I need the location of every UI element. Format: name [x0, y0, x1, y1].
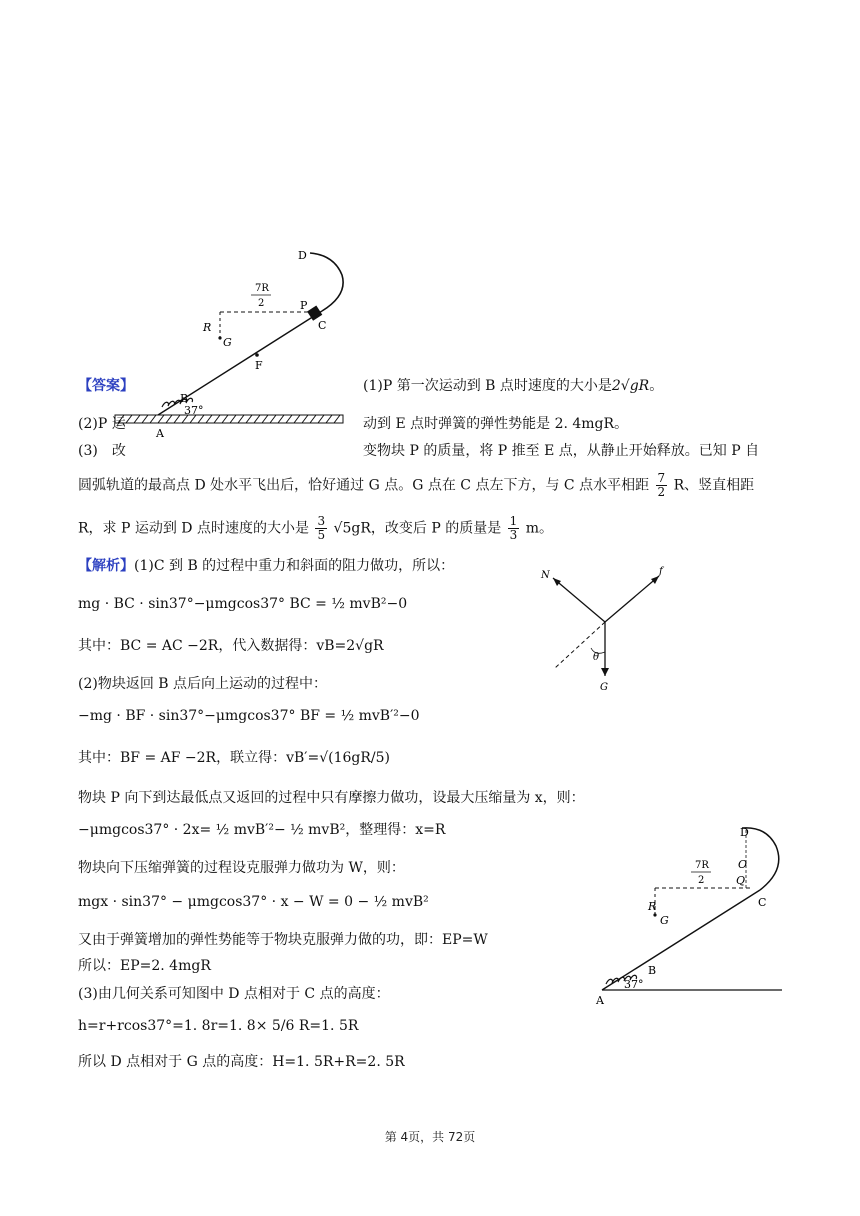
label-dist-num-2: 7R [695, 860, 709, 871]
answer-part3-line2: 圆弧轨道的最高点 D 处水平飞出后，恰好通过 G 点。G 点在 C 点左下方，与 C 点水平相距 $\frac{7}{2}$ R、竖直相距 [78, 471, 755, 499]
label-angle: 37° [184, 404, 204, 417]
label-f-force: f [659, 566, 663, 577]
analysis-line-9: 物块向下压缩弹簧的过程设克服弹力做功为 W，则： [78, 860, 405, 876]
analysis-line-6: 其中：BF = AF −2R，联立得：vB′=√(16gR/5) [78, 750, 390, 766]
figure-geometry [590, 820, 790, 1010]
circular-arc [310, 253, 343, 311]
force-n-arrow [553, 578, 605, 622]
label-c: C [318, 319, 327, 332]
answer-part3-line3: R，求 P 运动到 D 点时速度的大小是 $\frac{3}{5}$ √5gR，改变后 P 的质量是 $\frac{1}{3}$ m。 [78, 514, 554, 542]
answer-part2-right: 动到 E 点时弹簧的弹性势能是 2. 4mgR。 [363, 416, 629, 432]
answer-part2-left: (2)P 运 [78, 416, 126, 432]
label-r: R [203, 321, 212, 334]
analysis-line-10: mgx · sin37° − μmgcos37° · x − W = 0 − ½ mvB² [78, 894, 429, 910]
label-a-2: A [596, 994, 604, 1007]
label-g-force: G [600, 682, 608, 693]
analysis-line-4: (2)物块返回 B 点后向上运动的过程中： [78, 676, 328, 692]
answer-part1: (1)P 第一次运动到 B 点时速度的大小是2√gR。 [363, 378, 664, 394]
label-r-2: R [648, 900, 657, 913]
incline-line-2 [602, 890, 760, 990]
analysis-line-5: −mg · BF · sin37°−μmgcos37° BF = ½ mvB′²−0 [78, 708, 420, 724]
answer-part3-right: 变物块 P 的质量，将 P 推至 E 点，从静止开始释放。已知 P 自 [363, 443, 760, 459]
analysis-line-7: 物块 P 向下到达最低点又返回的过程中只有摩擦力做功，设最大压缩量为 x，则： [78, 790, 585, 806]
label-g-2: G [660, 914, 669, 927]
label-d-2: D [740, 826, 749, 839]
label-a: A [156, 427, 164, 440]
label-q: Q [736, 874, 746, 887]
analysis-line-8: −μmgcos37° · 2x= ½ mvB′²− ½ mvB²，整理得：x=R [78, 822, 446, 838]
label-f: F [255, 359, 263, 372]
label-dist-den: 2 [258, 298, 265, 309]
label-d: D [298, 249, 307, 262]
answer-part1-value: 2√gR [611, 378, 650, 394]
answer-part3-left: (3) 改 [78, 443, 126, 459]
label-c-2: C [758, 896, 767, 909]
label-o: O [738, 858, 748, 871]
label-b: B [180, 392, 189, 405]
analysis-line-1: 【解析】(1)C 到 B 的过程中重力和斜面的阻力做功，所以： [78, 558, 455, 574]
label-g: G [223, 336, 232, 349]
analysis-line-11: 又由于弹簧增加的弹性势能等于物块克服弹力做的功，即：EP=W [78, 932, 488, 948]
point-f [255, 353, 259, 357]
analysis-line-14: h=r+rcos37°=1. 8r=1. 8× 5/6 R=1. 5R [78, 1018, 359, 1034]
analysis-line-13: (3)由几何关系可知图中 D 点相对于 C 点的高度： [78, 986, 390, 1002]
figure-incline-track [110, 245, 360, 445]
label-p: P [300, 299, 308, 312]
label-theta: θ [593, 652, 600, 663]
analysis-line-12: 所以：EP=2. 4mgR [78, 958, 211, 974]
analysis-line-2: mg · BC · sin37°−μmgcos37° BC = ½ mvB²−0 [78, 596, 408, 612]
analysis-line-15: 所以 D 点相对于 G 点的高度：H=1. 5R+R=2. 5R [78, 1054, 405, 1070]
ground-hatch [115, 415, 343, 423]
page-footer: 第 4页，共 72页 [384, 1130, 476, 1144]
label-dist-num: 7R [255, 283, 269, 294]
force-f-arrow [605, 576, 659, 622]
label-b-2: B [648, 964, 657, 977]
answer-tag: 【答案】 [78, 378, 134, 394]
label-dist-den-2: 2 [698, 875, 705, 886]
figure-force-diagram [525, 560, 675, 700]
analysis-line-3: 其中：BC = AC −2R，代入数据得：vB=2√gR [78, 638, 384, 654]
label-n: N [541, 570, 550, 581]
label-angle-2: 37° [624, 978, 644, 991]
analysis-tag: 【解析】 [78, 558, 134, 574]
